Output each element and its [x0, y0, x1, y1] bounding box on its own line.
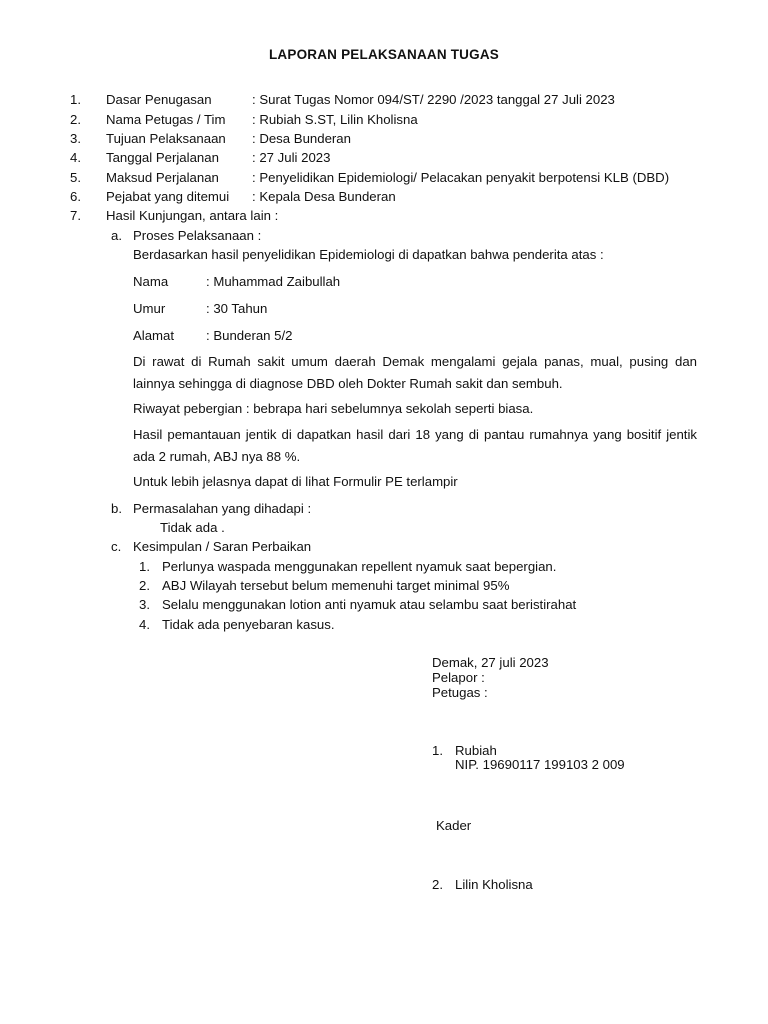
- reporter-label: Pelapor :: [432, 670, 485, 685]
- conclusion-number: 4.: [139, 617, 150, 632]
- conclusion-item: Perlunya waspada menggunakan repellent nyamuk saat bepergian.: [162, 559, 557, 574]
- conclusion-item: ABJ Wilayah tersebut belum memenuhi target minimal 95%: [162, 578, 510, 593]
- item-number: 6.: [70, 189, 81, 204]
- section-a-marker: a.: [111, 228, 122, 243]
- place-date: Demak, 27 juli 2023: [432, 655, 549, 670]
- section-a-intro: Berdasarkan hasil penyelidikan Epidemiologi di dapatkan bahwa penderita atas :: [133, 247, 604, 262]
- paragraph-attachment-note: Untuk lebih jelasnya dapat di lihat Formulir PE terlampir: [133, 474, 458, 489]
- paragraph-hospital: Di rawat di Rumah sakit umum daerah Demak mengalami gejala panas, mual, pusing dan lainnya sehingga di diagnose DBD oleh Dokter Rumah sakit dan sembuh.: [133, 354, 697, 391]
- item-value: : Desa Bunderan: [252, 131, 351, 146]
- conclusion-number: 3.: [139, 597, 150, 612]
- section-a-heading: Proses Pelaksanaan :: [133, 228, 262, 243]
- conclusion-number: 1.: [139, 559, 150, 574]
- signatory-1-number: 1.: [432, 743, 443, 758]
- signatory-2-number: 2.: [432, 877, 443, 892]
- item-value: : Kepala Desa Bunderan: [252, 189, 396, 204]
- section-b-marker: b.: [111, 501, 122, 516]
- patient-age-value: : 30 Tahun: [206, 301, 268, 316]
- item-number: 1.: [70, 92, 81, 107]
- item-value: : Rubiah S.ST, Lilin Kholisna: [252, 112, 418, 127]
- section-b-body: Tidak ada .: [160, 520, 225, 535]
- patient-name-value: : Muhammad Zaibullah: [206, 274, 341, 289]
- kader-label: Kader: [436, 818, 472, 833]
- item-number: 2.: [70, 112, 81, 127]
- section-c-heading: Kesimpulan / Saran Perbaikan: [133, 539, 312, 554]
- item-number: 4.: [70, 150, 81, 165]
- item-number: 3.: [70, 131, 81, 146]
- section-c-marker: c.: [111, 539, 122, 554]
- item-label: Dasar Penugasan: [106, 92, 212, 107]
- item-label: Nama Petugas / Tim: [106, 112, 226, 127]
- paragraph-travel-history: Riwayat pebergian : bebrapa hari sebelumnya sekolah seperti biasa.: [133, 401, 534, 416]
- signatory-1-name: Rubiah: [455, 743, 497, 758]
- conclusion-item: Selalu menggunakan lotion anti nyamuk atau selambu saat beristirahat: [162, 597, 577, 612]
- item-number: 5.: [70, 170, 81, 185]
- item-number: 7.: [70, 208, 81, 223]
- item-label: Hasil Kunjungan, antara lain :: [106, 208, 279, 223]
- patient-address-value: : Bunderan 5/2: [206, 328, 293, 343]
- officer-label: Petugas :: [432, 685, 488, 700]
- item-label: Pejabat yang ditemui: [106, 189, 230, 204]
- patient-age-label: Umur: [133, 301, 166, 316]
- item-value: : Surat Tugas Nomor 094/ST/ 2290 /2023 tanggal 27 Juli 2023: [252, 92, 615, 107]
- item-label: Tujuan Pelaksanaan: [106, 131, 226, 146]
- document-title: LAPORAN PELAKSANAAN TUGAS: [268, 47, 499, 62]
- conclusion-item: Tidak ada penyebaran kasus.: [162, 617, 335, 632]
- signatory-1-nip: NIP. 19690117 199103 2 009: [455, 757, 625, 772]
- section-b-heading: Permasalahan yang dihadapi :: [133, 501, 312, 516]
- patient-address-label: Alamat: [133, 328, 175, 343]
- item-label: Maksud Perjalanan: [106, 170, 219, 185]
- patient-name-label: Nama: [133, 274, 169, 289]
- item-value: : Penyelidikan Epidemiologi/ Pelacakan penyakit berpotensi KLB (DBD): [252, 170, 670, 185]
- signatory-2-name: Lilin Kholisna: [455, 877, 533, 892]
- paragraph-larva-monitoring: Hasil pemantauan jentik di dapatkan hasil dari 18 yang di pantau rumahnya yang bositif jentik ada 2 rumah, ABJ nya 88 %.: [133, 427, 697, 464]
- conclusion-number: 2.: [139, 578, 150, 593]
- item-value: : 27 Juli 2023: [252, 150, 331, 165]
- item-label: Tanggal Perjalanan: [106, 150, 219, 165]
